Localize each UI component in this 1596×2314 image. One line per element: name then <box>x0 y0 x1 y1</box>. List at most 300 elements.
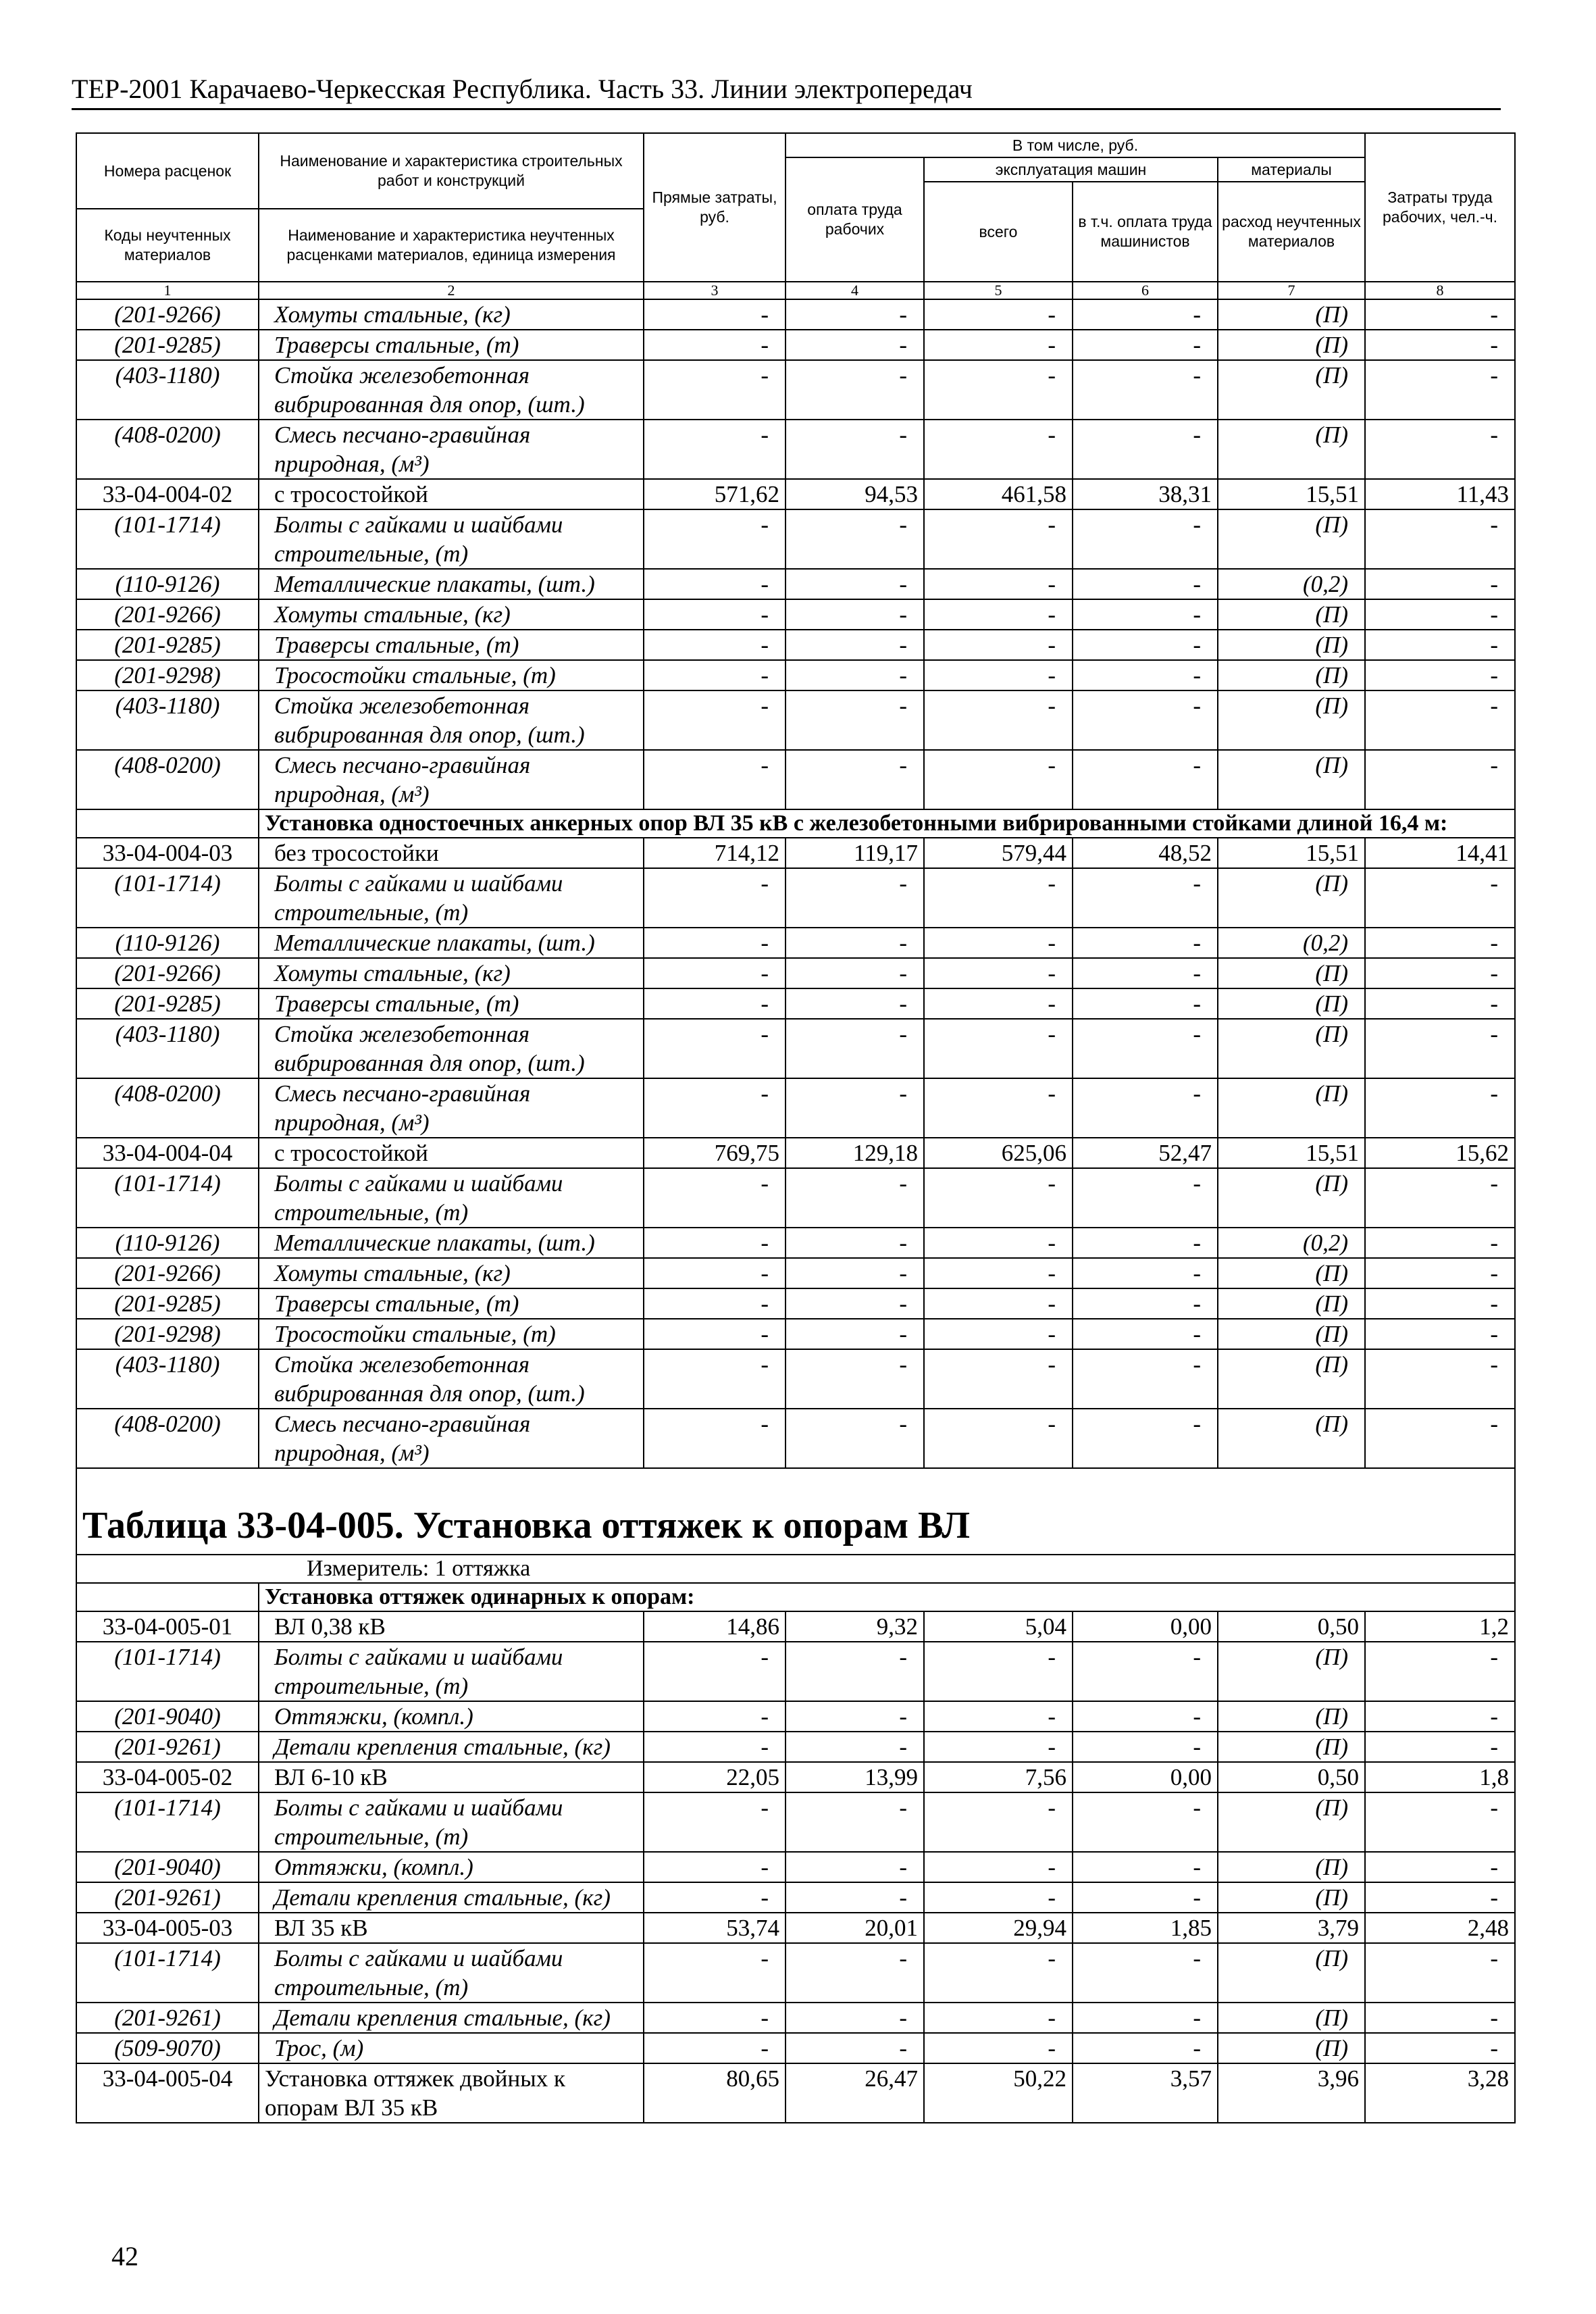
materials-cell: (П) <box>1218 868 1365 928</box>
column-number: 6 <box>1073 282 1218 299</box>
machines-total-cell: - <box>924 360 1073 420</box>
labor-hours-cell: 14,41 <box>1365 838 1515 868</box>
machines-total-cell: - <box>924 420 1073 479</box>
material-row <box>76 1642 1515 1701</box>
labor-hours-cell: - <box>1365 599 1515 630</box>
material-name: Болты с гайками и шайбами строительные, (т) <box>259 1943 644 2003</box>
material-name: Оттяжки, (компл.) <box>259 1852 644 1882</box>
workers-pay-cell: 119,17 <box>786 838 924 868</box>
materials-cell: (П) <box>1218 1319 1365 1349</box>
section-spacer <box>76 1583 259 1611</box>
direct-costs-cell: - <box>644 660 786 690</box>
rate-name: с тросостойкой <box>259 1138 644 1168</box>
materials-cell: (П) <box>1218 360 1365 420</box>
rate-row <box>76 1138 1515 1168</box>
materials-cell: (П) <box>1218 1019 1365 1078</box>
labor-hours-cell: - <box>1365 509 1515 569</box>
labor-hours-cell: - <box>1365 360 1515 420</box>
direct-costs-cell: - <box>644 1019 786 1078</box>
rate-row <box>76 838 1515 868</box>
material-code: (110-9126) <box>76 928 259 958</box>
workers-pay-cell: - <box>786 1319 924 1349</box>
materials-cell: (П) <box>1218 958 1365 988</box>
workers-pay-cell: - <box>786 958 924 988</box>
materials-cell: (П) <box>1218 1078 1365 1138</box>
machines-total-cell: - <box>924 630 1073 660</box>
workers-pay-cell: - <box>786 1732 924 1762</box>
materials-cell: 15,51 <box>1218 479 1365 509</box>
materials-cell: (П) <box>1218 1349 1365 1409</box>
material-row <box>76 1732 1515 1762</box>
materials-cell: (П) <box>1218 330 1365 360</box>
direct-costs-cell: - <box>644 1228 786 1258</box>
workers-pay-cell: - <box>786 750 924 809</box>
direct-costs-cell: 22,05 <box>644 1762 786 1792</box>
material-name: Болты с гайками и шайбами строительные, (т) <box>259 1642 644 1701</box>
workers-pay-cell: 13,99 <box>786 1762 924 1792</box>
direct-costs-cell: - <box>644 988 786 1019</box>
machinists-pay-cell: - <box>1073 1852 1218 1882</box>
machinists-pay-cell: - <box>1073 690 1218 750</box>
direct-costs-cell: - <box>644 1288 786 1319</box>
materials-cell: (П) <box>1218 690 1365 750</box>
materials-cell: (П) <box>1218 1409 1365 1468</box>
direct-costs-cell: - <box>644 958 786 988</box>
machinists-pay-cell: 48,52 <box>1073 838 1218 868</box>
material-row <box>76 1168 1515 1228</box>
direct-costs-cell: 571,62 <box>644 479 786 509</box>
machines-total-cell: - <box>924 299 1073 330</box>
labor-hours-cell: 3,28 <box>1365 2063 1515 2123</box>
material-code: (201-9285) <box>76 1288 259 1319</box>
machines-total-cell: - <box>924 1288 1073 1319</box>
direct-costs-cell: - <box>644 1642 786 1701</box>
materials-cell: (П) <box>1218 599 1365 630</box>
machines-total-cell: - <box>924 1168 1073 1228</box>
material-name: Тросостойки стальные, (т) <box>259 660 644 690</box>
materials-cell: (0,2) <box>1218 569 1365 599</box>
machinists-pay-cell: - <box>1073 630 1218 660</box>
machinists-pay-cell: - <box>1073 599 1218 630</box>
material-row <box>76 299 1515 330</box>
material-code: (101-1714) <box>76 1642 259 1701</box>
rate-code: 33-04-004-04 <box>76 1138 259 1168</box>
materials-cell: (П) <box>1218 1642 1365 1701</box>
workers-pay-cell: - <box>786 1943 924 2003</box>
workers-pay-cell: - <box>786 299 924 330</box>
machinists-pay-cell: - <box>1073 420 1218 479</box>
machinists-pay-cell: - <box>1073 988 1218 1019</box>
material-name: Траверсы стальные, (т) <box>259 630 644 660</box>
direct-costs-cell: 714,12 <box>644 838 786 868</box>
section-heading: Установка одностоечных анкерных опор ВЛ 35 кВ с железобетонными вибрированными стойками длиной 16,4 м: <box>259 809 1515 838</box>
machinists-pay-cell: 0,00 <box>1073 1611 1218 1642</box>
machinists-pay-cell: 3,57 <box>1073 2063 1218 2123</box>
labor-hours-cell: - <box>1365 1943 1515 2003</box>
rate-row <box>76 1913 1515 1943</box>
material-code: (201-9298) <box>76 660 259 690</box>
materials-cell: (П) <box>1218 1792 1365 1852</box>
material-name: Оттяжки, (компл.) <box>259 1701 644 1732</box>
machines-total-cell: - <box>924 1943 1073 2003</box>
machines-total-cell: 579,44 <box>924 838 1073 868</box>
material-name: Детали крепления стальные, (кг) <box>259 1882 644 1913</box>
material-code: (403-1180) <box>76 360 259 420</box>
workers-pay-cell: - <box>786 2003 924 2033</box>
labor-hours-cell: - <box>1365 928 1515 958</box>
page-number: 42 <box>111 2241 138 2271</box>
labor-hours-cell: 1,2 <box>1365 1611 1515 1642</box>
labor-hours-cell: - <box>1365 1409 1515 1468</box>
machinists-pay-cell: - <box>1073 1258 1218 1288</box>
machinists-pay-cell: - <box>1073 1732 1218 1762</box>
rate-row <box>76 1611 1515 1642</box>
machines-total-cell: - <box>924 868 1073 928</box>
material-name: Тросостойки стальные, (т) <box>259 1319 644 1349</box>
labor-hours-cell: - <box>1365 2003 1515 2033</box>
material-name: Болты с гайками и шайбами строительные, (т) <box>259 868 644 928</box>
direct-costs-cell: - <box>644 1701 786 1732</box>
machines-total-cell: - <box>924 1701 1073 1732</box>
labor-hours-cell: - <box>1365 330 1515 360</box>
header-material-name: Наименование и характеристика неучтенных расценками материалов, единица измерения <box>259 209 644 282</box>
machines-total-cell: - <box>924 1319 1073 1349</box>
materials-cell: (П) <box>1218 1732 1365 1762</box>
material-row <box>76 2003 1515 2033</box>
machinists-pay-cell: - <box>1073 660 1218 690</box>
rate-code: 33-04-004-03 <box>76 838 259 868</box>
materials-cell: 15,51 <box>1218 1138 1365 1168</box>
workers-pay-cell: 9,32 <box>786 1611 924 1642</box>
materials-cell: (П) <box>1218 1882 1365 1913</box>
labor-hours-cell: - <box>1365 1168 1515 1228</box>
material-name: Стойка железобетонная вибрированная для опор, (шт.) <box>259 1019 644 1078</box>
rate-row <box>76 2063 1515 2123</box>
table-header <box>76 133 1515 299</box>
material-name: Детали крепления стальные, (кг) <box>259 1732 644 1762</box>
material-code: (110-9126) <box>76 569 259 599</box>
section-spacer <box>76 809 259 838</box>
labor-hours-cell: - <box>1365 1258 1515 1288</box>
header-direct-costs: Прямые затраты, руб. <box>644 133 786 282</box>
material-name: Смесь песчано-гравийная природная, (м³) <box>259 750 644 809</box>
direct-costs-cell: 80,65 <box>644 2063 786 2123</box>
machines-total-cell: 5,04 <box>924 1611 1073 1642</box>
header-unaccounted-materials: расход неучтенных материалов <box>1218 182 1365 282</box>
workers-pay-cell: - <box>786 868 924 928</box>
machinists-pay-cell: - <box>1073 1943 1218 2003</box>
material-name: Трос, (м) <box>259 2033 644 2063</box>
machines-total-cell: - <box>924 1349 1073 1409</box>
machinists-pay-cell: - <box>1073 1288 1218 1319</box>
direct-costs-cell: - <box>644 360 786 420</box>
materials-cell: (П) <box>1218 2033 1365 2063</box>
machinists-pay-cell: - <box>1073 1228 1218 1258</box>
machinists-pay-cell: - <box>1073 509 1218 569</box>
workers-pay-cell: - <box>786 1409 924 1468</box>
workers-pay-cell: - <box>786 988 924 1019</box>
workers-pay-cell: - <box>786 1642 924 1701</box>
labor-hours-cell: - <box>1365 690 1515 750</box>
material-name: Стойка железобетонная вибрированная для опор, (шт.) <box>259 360 644 420</box>
materials-cell: 3,79 <box>1218 1913 1365 1943</box>
workers-pay-cell: - <box>786 599 924 630</box>
material-name: Болты с гайками и шайбами строительные, (т) <box>259 509 644 569</box>
machinists-pay-cell: - <box>1073 1792 1218 1852</box>
material-row <box>76 988 1515 1019</box>
labor-hours-cell: - <box>1365 1642 1515 1701</box>
machinists-pay-cell: - <box>1073 1701 1218 1732</box>
machinists-pay-cell: - <box>1073 1319 1218 1349</box>
workers-pay-cell: - <box>786 569 924 599</box>
rate-name: с тросостойкой <box>259 479 644 509</box>
material-row <box>76 360 1515 420</box>
machinists-pay-cell: - <box>1073 299 1218 330</box>
machines-total-cell: 625,06 <box>924 1138 1073 1168</box>
workers-pay-cell: 20,01 <box>786 1913 924 1943</box>
material-name: Траверсы стальные, (т) <box>259 330 644 360</box>
material-name: Детали крепления стальные, (кг) <box>259 2003 644 2033</box>
section-row <box>76 809 1515 838</box>
rate-row <box>76 1762 1515 1792</box>
materials-cell: (П) <box>1218 1701 1365 1732</box>
machines-total-cell: - <box>924 1409 1073 1468</box>
direct-costs-cell: - <box>644 299 786 330</box>
material-name: Траверсы стальные, (т) <box>259 1288 644 1319</box>
workers-pay-cell: - <box>786 1019 924 1078</box>
rates-table <box>76 132 1516 2123</box>
workers-pay-cell: - <box>786 1168 924 1228</box>
materials-cell: (П) <box>1218 660 1365 690</box>
machines-total-cell: - <box>924 2003 1073 2033</box>
materials-cell: (П) <box>1218 1288 1365 1319</box>
materials-cell: (П) <box>1218 1168 1365 1228</box>
machines-total-cell: - <box>924 1642 1073 1701</box>
machines-total-cell: - <box>924 750 1073 809</box>
direct-costs-cell: - <box>644 1168 786 1228</box>
workers-pay-cell: - <box>786 1701 924 1732</box>
machines-total-cell: - <box>924 988 1073 1019</box>
direct-costs-cell: 53,74 <box>644 1913 786 1943</box>
direct-costs-cell: - <box>644 750 786 809</box>
material-row <box>76 509 1515 569</box>
labor-hours-cell: - <box>1365 299 1515 330</box>
labor-hours-cell: - <box>1365 569 1515 599</box>
material-name: Хомуты стальные, (кг) <box>259 1258 644 1288</box>
direct-costs-cell: - <box>644 1258 786 1288</box>
labor-hours-cell: - <box>1365 660 1515 690</box>
material-code: (408-0200) <box>76 1409 259 1468</box>
rate-name: ВЛ 35 кВ <box>259 1913 644 1943</box>
column-number-row <box>76 282 1515 299</box>
machinists-pay-cell: - <box>1073 330 1218 360</box>
material-name: Смесь песчано-гравийная природная, (м³) <box>259 1409 644 1468</box>
direct-costs-cell: - <box>644 420 786 479</box>
materials-cell: (0,2) <box>1218 1228 1365 1258</box>
material-name: Хомуты стальные, (кг) <box>259 599 644 630</box>
machinists-pay-cell: - <box>1073 1019 1218 1078</box>
material-code: (201-9261) <box>76 2003 259 2033</box>
measure-row <box>76 1555 1515 1583</box>
labor-hours-cell: - <box>1365 1078 1515 1138</box>
workers-pay-cell: - <box>786 928 924 958</box>
material-row <box>76 1792 1515 1852</box>
machines-total-cell: 29,94 <box>924 1913 1073 1943</box>
workers-pay-cell: 26,47 <box>786 2063 924 2123</box>
labor-hours-cell: - <box>1365 868 1515 928</box>
material-code: (201-9298) <box>76 1319 259 1349</box>
material-name: Траверсы стальные, (т) <box>259 988 644 1019</box>
material-name: Металлические плакаты, (шт.) <box>259 569 644 599</box>
material-code: (101-1714) <box>76 1168 259 1228</box>
direct-costs-cell: - <box>644 1792 786 1852</box>
workers-pay-cell: - <box>786 1349 924 1409</box>
material-code: (101-1714) <box>76 1943 259 2003</box>
material-row <box>76 1701 1515 1732</box>
materials-cell: (П) <box>1218 509 1365 569</box>
workers-pay-cell: - <box>786 690 924 750</box>
material-code: (403-1180) <box>76 1019 259 1078</box>
material-row <box>76 690 1515 750</box>
material-row <box>76 1258 1515 1288</box>
material-name: Стойка железобетонная вибрированная для опор, (шт.) <box>259 690 644 750</box>
material-name: Хомуты стальные, (кг) <box>259 299 644 330</box>
machinists-pay-cell: - <box>1073 569 1218 599</box>
machines-total-cell: 461,58 <box>924 479 1073 509</box>
header-labor-hours: Затраты труда рабочих, чел.-ч. <box>1365 133 1515 282</box>
header-workers-pay: оплата труда рабочих <box>786 157 924 282</box>
rate-name: ВЛ 6-10 кВ <box>259 1762 644 1792</box>
material-code: (509-9070) <box>76 2033 259 2063</box>
rate-name: ВЛ 0,38 кВ <box>259 1611 644 1642</box>
material-row <box>76 420 1515 479</box>
machinists-pay-cell: - <box>1073 958 1218 988</box>
labor-hours-cell: - <box>1365 1882 1515 1913</box>
materials-cell: 0,50 <box>1218 1762 1365 1792</box>
material-row <box>76 1288 1515 1319</box>
machinists-pay-cell: 52,47 <box>1073 1138 1218 1168</box>
workers-pay-cell: 94,53 <box>786 479 924 509</box>
material-code: (110-9126) <box>76 1228 259 1258</box>
materials-cell: (П) <box>1218 299 1365 330</box>
labor-hours-cell: - <box>1365 420 1515 479</box>
workers-pay-cell: - <box>786 2033 924 2063</box>
machinists-pay-cell: 38,31 <box>1073 479 1218 509</box>
labor-hours-cell: 2,48 <box>1365 1913 1515 1943</box>
material-name: Смесь песчано-гравийная природная, (м³) <box>259 420 644 479</box>
direct-costs-cell: - <box>644 569 786 599</box>
workers-pay-cell: - <box>786 420 924 479</box>
labor-hours-cell: - <box>1365 1288 1515 1319</box>
rate-row <box>76 479 1515 509</box>
machines-total-cell: - <box>924 2033 1073 2063</box>
machinists-pay-cell: 0,00 <box>1073 1762 1218 1792</box>
labor-hours-cell: - <box>1365 750 1515 809</box>
materials-cell: 0,50 <box>1218 1611 1365 1642</box>
material-code: (403-1180) <box>76 1349 259 1409</box>
direct-costs-cell: 14,86 <box>644 1611 786 1642</box>
material-row <box>76 1409 1515 1468</box>
material-row <box>76 958 1515 988</box>
labor-hours-cell: 11,43 <box>1365 479 1515 509</box>
materials-cell: (П) <box>1218 1258 1365 1288</box>
materials-cell: (П) <box>1218 1852 1365 1882</box>
workers-pay-cell: - <box>786 1792 924 1852</box>
machinists-pay-cell: - <box>1073 928 1218 958</box>
material-row <box>76 1943 1515 2003</box>
direct-costs-cell: - <box>644 599 786 630</box>
material-code: (201-9266) <box>76 299 259 330</box>
labor-hours-cell: - <box>1365 1019 1515 1078</box>
material-code: (101-1714) <box>76 868 259 928</box>
material-row <box>76 1852 1515 1882</box>
material-name: Металлические плакаты, (шт.) <box>259 928 644 958</box>
materials-cell: (П) <box>1218 1943 1365 2003</box>
labor-hours-cell: 15,62 <box>1365 1138 1515 1168</box>
direct-costs-cell: - <box>644 1882 786 1913</box>
machinists-pay-cell: - <box>1073 1349 1218 1409</box>
column-number: 5 <box>924 282 1073 299</box>
column-number: 8 <box>1365 282 1515 299</box>
machines-total-cell: - <box>924 599 1073 630</box>
material-row <box>76 750 1515 809</box>
material-row <box>76 660 1515 690</box>
machines-total-cell: - <box>924 509 1073 569</box>
table-title-row <box>76 1468 1515 1555</box>
direct-costs-cell: - <box>644 1732 786 1762</box>
machines-total-cell: - <box>924 928 1073 958</box>
workers-pay-cell: - <box>786 509 924 569</box>
workers-pay-cell: - <box>786 330 924 360</box>
machines-total-cell: 50,22 <box>924 2063 1073 2123</box>
direct-costs-cell: - <box>644 690 786 750</box>
column-number: 7 <box>1218 282 1365 299</box>
material-code: (201-9266) <box>76 1258 259 1288</box>
machinists-pay-cell: - <box>1073 2033 1218 2063</box>
material-code: (408-0200) <box>76 1078 259 1138</box>
materials-cell: (П) <box>1218 630 1365 660</box>
direct-costs-cell: - <box>644 2003 786 2033</box>
material-code: (201-9285) <box>76 330 259 360</box>
material-name: Металлические плакаты, (шт.) <box>259 1228 644 1258</box>
machines-total-cell: - <box>924 1792 1073 1852</box>
machinists-pay-cell: 1,85 <box>1073 1913 1218 1943</box>
labor-hours-cell: - <box>1365 1319 1515 1349</box>
materials-cell: (П) <box>1218 750 1365 809</box>
machines-total-cell: - <box>924 1078 1073 1138</box>
machines-total-cell: - <box>924 660 1073 690</box>
workers-pay-cell: - <box>786 1882 924 1913</box>
material-code: (201-9261) <box>76 1732 259 1762</box>
material-row <box>76 1019 1515 1078</box>
labor-hours-cell: - <box>1365 1701 1515 1732</box>
rate-name: Установка оттяжек двойных к опорам ВЛ 35 кВ <box>259 2063 644 2123</box>
machinists-pay-cell: - <box>1073 1168 1218 1228</box>
rate-code: 33-04-005-04 <box>76 2063 259 2123</box>
material-code: (101-1714) <box>76 1792 259 1852</box>
machines-total-cell: - <box>924 569 1073 599</box>
header-machines: эксплуатация машин <box>924 157 1218 182</box>
labor-hours-cell: - <box>1365 1228 1515 1258</box>
direct-costs-cell: - <box>644 1852 786 1882</box>
labor-hours-cell: - <box>1365 958 1515 988</box>
workers-pay-cell: - <box>786 360 924 420</box>
material-row <box>76 630 1515 660</box>
measurement-unit: Измеритель: 1 оттяжка <box>76 1555 1515 1583</box>
section-row <box>76 1583 1515 1611</box>
material-code: (201-9285) <box>76 988 259 1019</box>
material-row <box>76 1349 1515 1409</box>
